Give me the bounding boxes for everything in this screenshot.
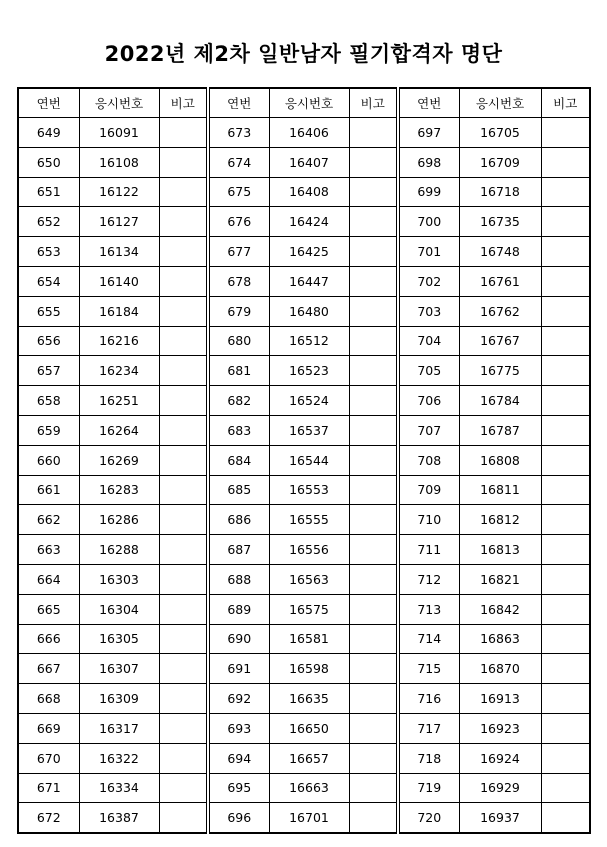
remarks-cell: [159, 624, 208, 654]
exam-number-cell: 16269: [79, 445, 159, 475]
serial-cell: 677: [208, 237, 269, 267]
exam-number-cell: 16216: [79, 326, 159, 356]
exam-number-cell: 16108: [79, 147, 159, 177]
table-row: [18, 624, 590, 654]
table-row: [18, 445, 590, 475]
exam-number-cell: 16424: [269, 207, 349, 237]
remarks-cell: [349, 237, 398, 267]
header-exam-number: 응시번호: [79, 88, 159, 118]
serial-cell: 716: [398, 684, 459, 714]
table-row: [18, 326, 590, 356]
table-row: [18, 564, 590, 594]
serial-cell: 712: [398, 564, 459, 594]
exam-number-cell: 16251: [79, 386, 159, 416]
serial-cell: 698: [398, 147, 459, 177]
exam-number-cell: 16122: [79, 177, 159, 207]
remarks-cell: [159, 743, 208, 773]
remarks-cell: [349, 386, 398, 416]
remarks-cell: [159, 147, 208, 177]
remarks-cell: [541, 654, 590, 684]
exam-number-cell: 16784: [459, 386, 541, 416]
serial-cell: 687: [208, 535, 269, 565]
serial-cell: 709: [398, 475, 459, 505]
remarks-cell: [159, 296, 208, 326]
serial-cell: 692: [208, 684, 269, 714]
remarks-cell: [541, 177, 590, 207]
exam-number-cell: 16563: [269, 564, 349, 594]
serial-cell: 690: [208, 624, 269, 654]
remarks-cell: [541, 237, 590, 267]
serial-cell: 649: [18, 118, 79, 148]
serial-cell: 688: [208, 564, 269, 594]
serial-cell: 718: [398, 743, 459, 773]
remarks-cell: [159, 326, 208, 356]
remarks-cell: [159, 594, 208, 624]
serial-cell: 655: [18, 296, 79, 326]
exam-number-cell: 16813: [459, 535, 541, 565]
serial-cell: 659: [18, 415, 79, 445]
remarks-cell: [541, 118, 590, 148]
exam-number-cell: 16581: [269, 624, 349, 654]
exam-number-cell: 16264: [79, 415, 159, 445]
serial-cell: 661: [18, 475, 79, 505]
exam-number-cell: 16929: [459, 773, 541, 803]
remarks-cell: [349, 207, 398, 237]
exam-number-cell: 16387: [79, 803, 159, 833]
remarks-cell: [159, 654, 208, 684]
exam-number-cell: 16924: [459, 743, 541, 773]
exam-number-cell: 16537: [269, 415, 349, 445]
table-row: [18, 594, 590, 624]
exam-number-cell: 16140: [79, 266, 159, 296]
exam-number-cell: 16553: [269, 475, 349, 505]
exam-number-cell: 16447: [269, 266, 349, 296]
table-row: [18, 684, 590, 714]
table-row: [18, 654, 590, 684]
serial-cell: 701: [398, 237, 459, 267]
remarks-cell: [159, 386, 208, 416]
exam-number-cell: 16657: [269, 743, 349, 773]
serial-cell: 695: [208, 773, 269, 803]
exam-number-cell: 16407: [269, 147, 349, 177]
exam-number-cell: 16523: [269, 356, 349, 386]
remarks-cell: [541, 266, 590, 296]
table-row: [18, 505, 590, 535]
serial-cell: 678: [208, 266, 269, 296]
exam-number-cell: 16870: [459, 654, 541, 684]
remarks-cell: [349, 684, 398, 714]
table-row: [18, 147, 590, 177]
remarks-cell: [349, 147, 398, 177]
remarks-cell: [349, 505, 398, 535]
remarks-cell: [541, 773, 590, 803]
remarks-cell: [349, 564, 398, 594]
remarks-cell: [349, 535, 398, 565]
serial-cell: 685: [208, 475, 269, 505]
exam-number-cell: 16762: [459, 296, 541, 326]
serial-cell: 711: [398, 535, 459, 565]
serial-cell: 708: [398, 445, 459, 475]
serial-cell: 668: [18, 684, 79, 714]
exam-number-cell: 16134: [79, 237, 159, 267]
serial-cell: 719: [398, 773, 459, 803]
exam-number-cell: 16748: [459, 237, 541, 267]
exam-number-cell: 16556: [269, 535, 349, 565]
applicant-table: [17, 87, 591, 834]
serial-cell: 714: [398, 624, 459, 654]
exam-number-cell: 16821: [459, 564, 541, 594]
remarks-cell: [159, 773, 208, 803]
remarks-cell: [541, 743, 590, 773]
serial-cell: 703: [398, 296, 459, 326]
exam-number-cell: 16283: [79, 475, 159, 505]
table-row: [18, 356, 590, 386]
serial-cell: 657: [18, 356, 79, 386]
header-exam-number: 응시번호: [459, 88, 541, 118]
remarks-cell: [159, 475, 208, 505]
remarks-cell: [349, 713, 398, 743]
header-serial: 연번: [398, 88, 459, 118]
serial-cell: 672: [18, 803, 79, 833]
serial-cell: 715: [398, 654, 459, 684]
serial-cell: 667: [18, 654, 79, 684]
remarks-cell: [349, 415, 398, 445]
exam-number-cell: 16304: [79, 594, 159, 624]
exam-number-cell: 16184: [79, 296, 159, 326]
exam-number-cell: 16842: [459, 594, 541, 624]
remarks-cell: [349, 326, 398, 356]
serial-cell: 684: [208, 445, 269, 475]
serial-cell: 686: [208, 505, 269, 535]
remarks-cell: [159, 564, 208, 594]
table-row: [18, 475, 590, 505]
table-row: [18, 177, 590, 207]
serial-cell: 710: [398, 505, 459, 535]
remarks-cell: [349, 177, 398, 207]
remarks-cell: [541, 356, 590, 386]
serial-cell: 680: [208, 326, 269, 356]
remarks-cell: [349, 803, 398, 833]
serial-cell: 653: [18, 237, 79, 267]
serial-cell: 654: [18, 266, 79, 296]
remarks-cell: [541, 147, 590, 177]
remarks-cell: [159, 684, 208, 714]
remarks-cell: [159, 445, 208, 475]
exam-number-cell: 16709: [459, 147, 541, 177]
table-row: [18, 266, 590, 296]
remarks-cell: [541, 445, 590, 475]
exam-number-cell: 16303: [79, 564, 159, 594]
table-body: [18, 118, 590, 834]
serial-cell: 720: [398, 803, 459, 833]
table-row: [18, 118, 590, 148]
serial-cell: 683: [208, 415, 269, 445]
remarks-cell: [541, 713, 590, 743]
table-row: [18, 713, 590, 743]
serial-cell: 705: [398, 356, 459, 386]
remarks-cell: [541, 505, 590, 535]
serial-cell: 664: [18, 564, 79, 594]
exam-number-cell: 16913: [459, 684, 541, 714]
exam-number-cell: 16701: [269, 803, 349, 833]
remarks-cell: [541, 475, 590, 505]
serial-cell: 707: [398, 415, 459, 445]
exam-number-cell: 16761: [459, 266, 541, 296]
exam-number-cell: 16305: [79, 624, 159, 654]
remarks-cell: [349, 654, 398, 684]
exam-number-cell: 16317: [79, 713, 159, 743]
remarks-cell: [349, 743, 398, 773]
serial-cell: 676: [208, 207, 269, 237]
serial-cell: 679: [208, 296, 269, 326]
exam-number-cell: 16812: [459, 505, 541, 535]
exam-number-cell: 16808: [459, 445, 541, 475]
serial-cell: 691: [208, 654, 269, 684]
header-remarks: 비고: [541, 88, 590, 118]
header-exam-number: 응시번호: [269, 88, 349, 118]
serial-cell: 658: [18, 386, 79, 416]
exam-number-cell: 16598: [269, 654, 349, 684]
serial-cell: 706: [398, 386, 459, 416]
header-serial: 연번: [18, 88, 79, 118]
remarks-cell: [159, 415, 208, 445]
serial-cell: 673: [208, 118, 269, 148]
exam-number-cell: 16718: [459, 177, 541, 207]
exam-number-cell: 16787: [459, 415, 541, 445]
exam-number-cell: 16575: [269, 594, 349, 624]
remarks-cell: [349, 594, 398, 624]
remarks-cell: [541, 207, 590, 237]
serial-cell: 663: [18, 535, 79, 565]
remarks-cell: [349, 356, 398, 386]
remarks-cell: [349, 296, 398, 326]
serial-cell: 693: [208, 713, 269, 743]
applicant-table-container: [17, 87, 589, 833]
remarks-cell: [159, 356, 208, 386]
exam-number-cell: 16663: [269, 773, 349, 803]
exam-number-cell: 16234: [79, 356, 159, 386]
remarks-cell: [541, 684, 590, 714]
remarks-cell: [541, 386, 590, 416]
exam-number-cell: 16635: [269, 684, 349, 714]
remarks-cell: [541, 296, 590, 326]
exam-number-cell: 16735: [459, 207, 541, 237]
serial-cell: 662: [18, 505, 79, 535]
serial-cell: 717: [398, 713, 459, 743]
exam-number-cell: 16544: [269, 445, 349, 475]
remarks-cell: [159, 207, 208, 237]
remarks-cell: [349, 266, 398, 296]
table-row: [18, 803, 590, 833]
serial-cell: 666: [18, 624, 79, 654]
exam-number-cell: 16307: [79, 654, 159, 684]
serial-cell: 665: [18, 594, 79, 624]
serial-cell: 702: [398, 266, 459, 296]
header-remarks: 비고: [159, 88, 208, 118]
exam-number-cell: 16555: [269, 505, 349, 535]
serial-cell: 694: [208, 743, 269, 773]
serial-cell: 660: [18, 445, 79, 475]
serial-cell: 656: [18, 326, 79, 356]
page-title: 2022년 제2차 일반남자 필기합격자 명단: [104, 42, 503, 66]
table-row: [18, 535, 590, 565]
remarks-cell: [159, 266, 208, 296]
serial-cell: 671: [18, 773, 79, 803]
serial-cell: 651: [18, 177, 79, 207]
exam-number-cell: 16650: [269, 713, 349, 743]
serial-cell: 704: [398, 326, 459, 356]
exam-number-cell: 16334: [79, 773, 159, 803]
exam-number-cell: 16863: [459, 624, 541, 654]
header-row: [18, 88, 590, 118]
exam-number-cell: 16322: [79, 743, 159, 773]
table-row: [18, 386, 590, 416]
remarks-cell: [159, 713, 208, 743]
exam-number-cell: 16937: [459, 803, 541, 833]
exam-number-cell: 16512: [269, 326, 349, 356]
remarks-cell: [159, 505, 208, 535]
exam-number-cell: 16923: [459, 713, 541, 743]
exam-number-cell: 16767: [459, 326, 541, 356]
serial-cell: 670: [18, 743, 79, 773]
exam-number-cell: 16480: [269, 296, 349, 326]
remarks-cell: [159, 177, 208, 207]
remarks-cell: [541, 326, 590, 356]
serial-cell: 713: [398, 594, 459, 624]
table-row: [18, 296, 590, 326]
remarks-cell: [349, 773, 398, 803]
serial-cell: 689: [208, 594, 269, 624]
serial-cell: 682: [208, 386, 269, 416]
exam-number-cell: 16309: [79, 684, 159, 714]
remarks-cell: [541, 564, 590, 594]
remarks-cell: [159, 237, 208, 267]
table-row: [18, 415, 590, 445]
remarks-cell: [541, 594, 590, 624]
remarks-cell: [541, 415, 590, 445]
table-row: [18, 237, 590, 267]
remarks-cell: [349, 445, 398, 475]
serial-cell: 669: [18, 713, 79, 743]
header-remarks: 비고: [349, 88, 398, 118]
exam-number-cell: 16705: [459, 118, 541, 148]
exam-number-cell: 16425: [269, 237, 349, 267]
remarks-cell: [541, 803, 590, 833]
exam-number-cell: 16091: [79, 118, 159, 148]
remarks-cell: [159, 118, 208, 148]
serial-cell: 674: [208, 147, 269, 177]
table-row: [18, 743, 590, 773]
exam-number-cell: 16408: [269, 177, 349, 207]
exam-number-cell: 16775: [459, 356, 541, 386]
serial-cell: 681: [208, 356, 269, 386]
exam-number-cell: 16811: [459, 475, 541, 505]
exam-number-cell: 16127: [79, 207, 159, 237]
serial-cell: 700: [398, 207, 459, 237]
remarks-cell: [349, 118, 398, 148]
serial-cell: 652: [18, 207, 79, 237]
table-row: [18, 207, 590, 237]
exam-number-cell: 16524: [269, 386, 349, 416]
remarks-cell: [349, 624, 398, 654]
exam-number-cell: 16286: [79, 505, 159, 535]
remarks-cell: [541, 535, 590, 565]
remarks-cell: [349, 475, 398, 505]
serial-cell: 675: [208, 177, 269, 207]
remarks-cell: [159, 803, 208, 833]
serial-cell: 696: [208, 803, 269, 833]
remarks-cell: [159, 535, 208, 565]
remarks-cell: [541, 624, 590, 654]
table-row: [18, 773, 590, 803]
serial-cell: 650: [18, 147, 79, 177]
header-serial: 연번: [208, 88, 269, 118]
serial-cell: 699: [398, 177, 459, 207]
serial-cell: 697: [398, 118, 459, 148]
exam-number-cell: 16406: [269, 118, 349, 148]
exam-number-cell: 16288: [79, 535, 159, 565]
